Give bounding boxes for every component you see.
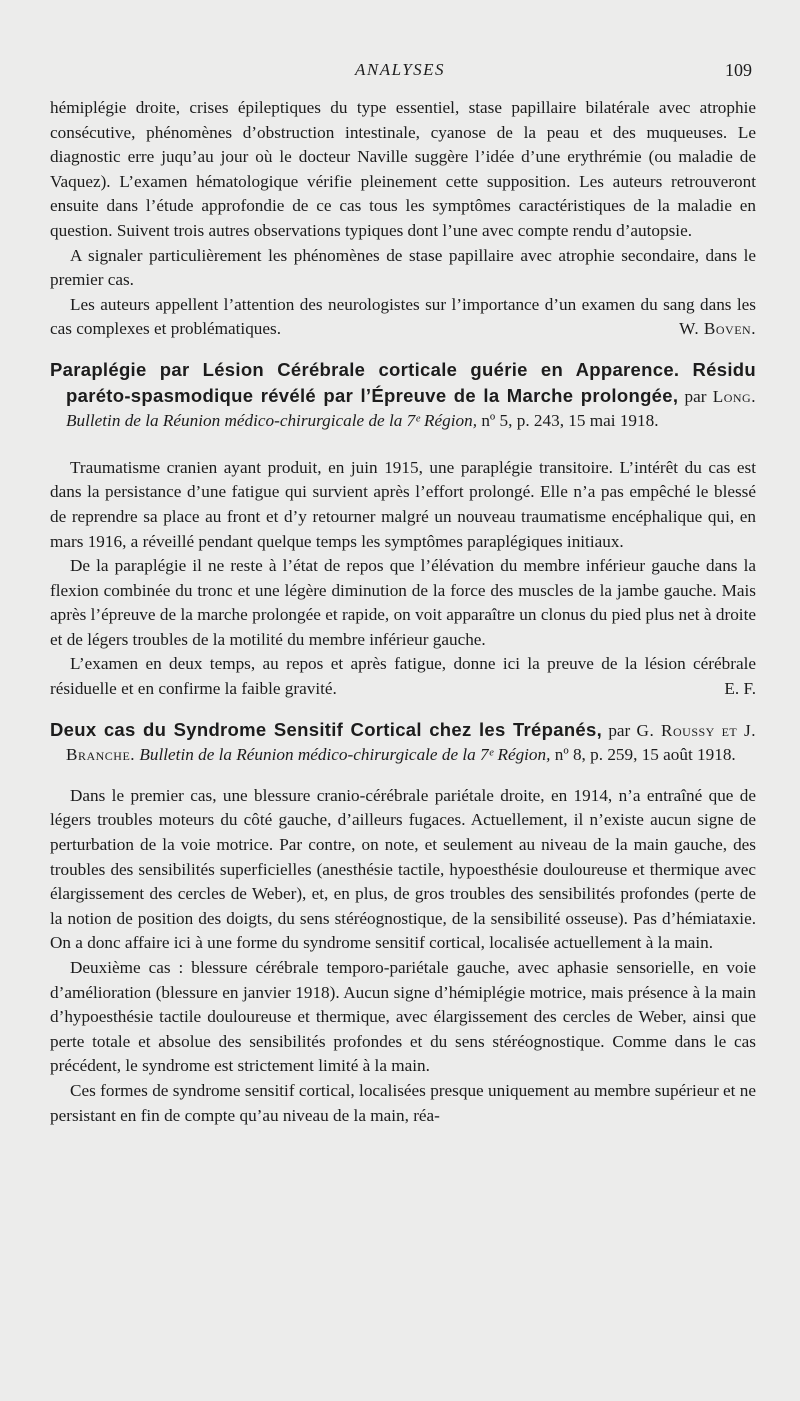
article-2-paragraph-1: Dans le premier cas, une blessure cranio-cérébrale pariétale droite, en 1914, n’a entraîné que de légers troubles moteurs du côté gauche, d’ailleurs fugaces. Actuellement, il n’existe aucun signe de perturbation de la voie motrice. Par contre, on note, et seulement au niveau de la main gauche, des troubles des sensibilités superficielles (anesthésie tactile, hypoesthésie douloureuse et thermique avec élargissement des cercles de Weber), et, en plus, de gros troubles des sensibilités profondes (perte de la notion de position des doigts, du sens stéréognostique, de la sensibilité osseuse). Pas d’hémiataxie. On a donc affaire ici à une forme du syndrome sensitif cortical, localisée actuellement à la main.	[50, 785, 756, 953]
article-1-paragraph-3	[50, 652, 756, 701]
article-1-paragraph-3-text: L’examen en deux temps, au repos et après fatigue, donne ici la preuve de la lésion cérébrale résiduelle et en confirme la faible gravité.	[50, 654, 756, 699]
article-2-heading	[50, 718, 756, 768]
article-1-paragraph-2: De la paraplégie il ne reste à l’état de repos que l’élévation du membre inférieur gauche dans la flexion combinée du tronc et une légère diminution de la force des muscles de la jambe gauche. Mais après l’épreuve de la marche prolongée et rapide, on voit apparaître un clonus du pied plus net à droite et de légers troubles de la motilité du membre inférieur gauche.	[50, 556, 756, 649]
spacer	[50, 342, 756, 358]
article-1-heading	[50, 358, 756, 434]
intro-paragraph-2: A signaler particulièrement les phénomènes de stase papillaire avec atrophie secondaire, dans le premier cas.	[50, 245, 756, 290]
article-2-by: par	[608, 720, 631, 740]
reviewer-signature-boven: W. Boven.	[679, 319, 756, 339]
running-title: ANALYSES	[354, 60, 446, 79]
intro-paragraph-3	[50, 293, 756, 342]
article-2-title: Deux cas du Syndrome Sensitif Cortical chez les Trépanés,	[50, 718, 603, 740]
article-1-journal: Bulletin de la Réunion médico-chirurgicale de la 7ᵉ Région,	[66, 411, 478, 431]
article-1-by: par	[684, 386, 707, 406]
article-1-citation: nº 5, p. 243, 15 mai 1918.	[481, 411, 659, 431]
spacer	[50, 768, 756, 784]
running-header	[0, 60, 800, 84]
article-2-citation: nº 8, p. 259, 15 août 1918.	[554, 745, 736, 765]
article-2-authors: G. Roussy et J. Branche.	[66, 720, 757, 765]
article-2-journal: Bulletin de la Réunion médico-chirurgicale de la 7ᵉ Région,	[139, 745, 551, 765]
page-number: 109	[725, 60, 752, 80]
article-1-author: Long.	[712, 386, 757, 406]
article-1-paragraph-1: Traumatisme cranien ayant produit, en juin 1915, une paraplégie transitoire. L’intérêt du cas est dans la persistance d’une fatigue qui survient après l’effort prolongé. Elle n’a pas empêché le blessé de reprendre sa place au front et d’y retourner malgré un nouveau traumatisme encéphalique qui, en mars 1916, a réveillé pendant quelque temps les symptômes paraplégiques initiaux.	[50, 457, 756, 551]
spacer	[50, 434, 756, 456]
intro-paragraph-1: hémiplégie droite, crises épileptiques du type essentiel, stase papillaire bilatérale avec atrophie consécutive, phénomènes d’obstruction intestinale, cyanose de la peau et des muqueuses. Le diagnostic erre juqu’au jour où le docteur Naville suggère l’idée d’une erythrémie (ou maladie de Vaquez). L’examen hématologique vérifie pleinement cette supposition. Les auteurs retrouveront ensuite dans l’étude approfondie de ce cas tous les symptômes caractéristiques de la maladie en question. Suivent trois autres observations typiques dont l’une avec compte rendu d’autopsie.	[50, 98, 756, 240]
reviewer-signature-ef: E. F.	[724, 679, 756, 699]
text-column	[50, 96, 756, 1128]
intro-paragraph-3-text: Les auteurs appellent l’attention des neurologistes sur l’importance d’un examen du sang dans les cas complexes et problématiques.	[50, 294, 756, 339]
article-2-paragraph-3: Ces formes de syndrome sensitif cortical, localisées presque uniquement au membre supérieur et ne persistant en fin de compte qu’au niveau de la main, réa-	[50, 1080, 756, 1125]
article-2-paragraph-2: Deuxième cas : blessure cérébrale temporo-pariétale gauche, avec aphasie sensorielle, en voie d’amélioration (blessure en janvier 1918). Aucun signe d’hémiplégie motrice, mais présence à la main d’hypoesthésie tactile douloureuse et thermique, avec élargissement des cercles de Weber, ainsi que perte totale et absolue des sensibilités profondes et du sens stéréognostique. Comme dans le cas précédent, le syndrome est strictement limité à la main.	[50, 958, 756, 1076]
spacer	[50, 702, 756, 718]
article-1-title: Paraplégie par Lésion Cérébrale corticale guérie en Apparence. Résidu paréto-spasmodique révélé par l’Épreuve de la Marche prolongée,	[50, 358, 756, 406]
